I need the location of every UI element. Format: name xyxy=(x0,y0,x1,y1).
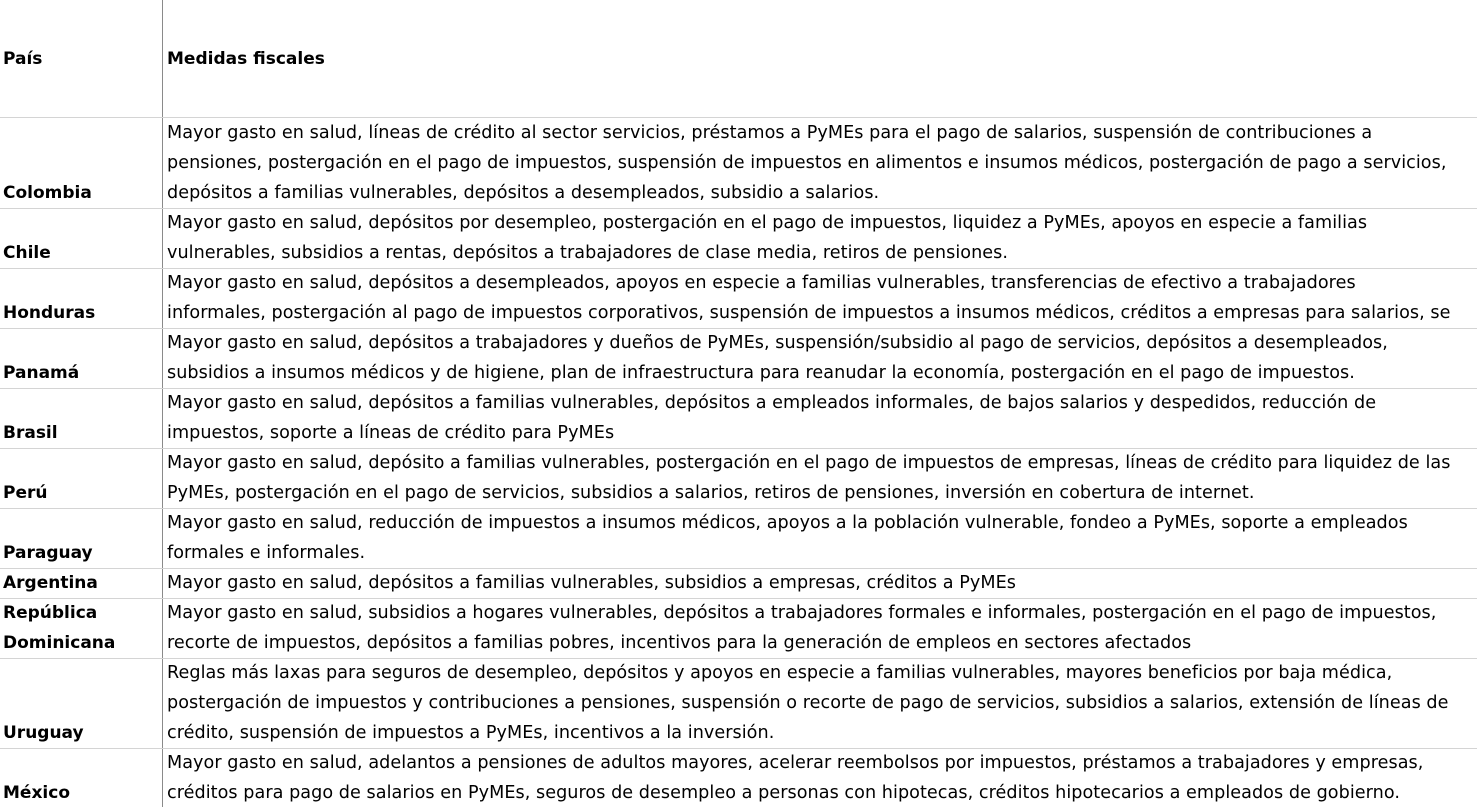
country-name: México xyxy=(3,783,70,803)
country-name: Honduras xyxy=(3,303,96,323)
table-row xyxy=(0,388,1477,448)
measures-cell xyxy=(167,748,1477,808)
country-cell xyxy=(3,178,92,208)
country-cell xyxy=(3,298,95,328)
country-cell xyxy=(3,418,58,448)
country-name: Brasil xyxy=(3,423,58,443)
measures-line: créditos para pago de salarios en PyMEs, seguros de desempleo a personas con hipotecas, créditos hipotecarios a empleados de gobierno. xyxy=(167,783,1400,803)
country-cell xyxy=(3,238,51,268)
measures-cell xyxy=(167,328,1477,388)
measures-line: Mayor gasto en salud, subsidios a hogares vulnerables, depósitos a trabajadores formales e informales, postergación en el pago de impuestos, xyxy=(167,603,1437,623)
table-row xyxy=(0,448,1477,508)
table-row xyxy=(0,208,1477,268)
measures-line: Mayor gasto en salud, depósitos por desempleo, postergación en el pago de impuestos, liquidez a PyMEs, apoyos en especie a familias xyxy=(167,213,1368,233)
table-row xyxy=(0,748,1477,808)
measures-cell xyxy=(167,268,1477,328)
country-name: Argentina xyxy=(3,573,98,593)
country-cell xyxy=(3,478,47,508)
measures-line: Mayor gasto en salud, depósitos a familias vulnerables, depósitos a empleados informales, de bajos salarios y despedidos, reducción de xyxy=(167,393,1377,413)
measures-cell xyxy=(167,568,1477,598)
country-name: Panamá xyxy=(3,363,80,383)
measures-line: pensiones, postergación en el pago de impuestos, suspensión de impuestos en alimentos e insumos médicos, postergación de pago a servicios, xyxy=(167,153,1447,173)
measures-line: subsidios a insumos médicos y de higiene, plan de infraestructura para reanudar la economía, postergación en el pago de impuestos. xyxy=(167,363,1355,383)
measures-cell xyxy=(167,508,1477,568)
table-row xyxy=(0,658,1477,748)
country-name: Colombia xyxy=(3,183,92,203)
country-cell xyxy=(3,778,70,808)
table-row xyxy=(0,508,1477,568)
country-cell xyxy=(3,358,79,388)
country-name: Chile xyxy=(3,243,51,263)
header-country: País xyxy=(3,49,43,69)
measures-line: Mayor gasto en salud, adelantos a pensiones de adultos mayores, acelerar reembolsos por impuestos, préstamos a trabajadores y empresas, xyxy=(167,753,1424,773)
measures-line: Mayor gasto en salud, depósito a familias vulnerables, postergación en el pago de impuestos de empresas, líneas de crédito para liquidez de las xyxy=(167,453,1451,473)
measures-line: PyMEs, postergación en el pago de servicios, subsidios a salarios, retiros de pensiones, inversión en cobertura de internet. xyxy=(167,483,1255,503)
measures-line: Reglas más laxas para seguros de desempleo, depósitos y apoyos en especie a familias vulnerables, mayores beneficios por baja médica, xyxy=(167,663,1393,683)
measures-cell xyxy=(167,658,1477,748)
measures-line: Mayor gasto en salud, depósitos a familias vulnerables, subsidios a empresas, créditos a PyMEs xyxy=(167,573,1016,593)
country-name: Dominicana xyxy=(3,633,116,653)
country-name: República xyxy=(3,603,98,623)
table-row xyxy=(0,328,1477,388)
table-row xyxy=(0,118,1477,208)
table-row xyxy=(0,268,1477,328)
measures-cell xyxy=(167,208,1477,268)
country-cell xyxy=(3,568,98,598)
measures-line: recorte de impuestos, depósitos a familias pobres, incentivos para la generación de empleos en sectores afectados xyxy=(167,633,1192,653)
country-name: Perú xyxy=(3,483,48,503)
country-cell xyxy=(3,538,93,568)
country-cell xyxy=(3,718,84,748)
measures-line: formales e informales. xyxy=(167,543,366,563)
measures-cell xyxy=(167,448,1477,508)
table-row xyxy=(0,568,1477,598)
measures-line: crédito, suspensión de impuestos a PyMEs, incentivos a la inversión. xyxy=(167,723,775,743)
measures-line: impuestos, soporte a líneas de crédito para PyMEs xyxy=(167,423,615,443)
measures-cell xyxy=(167,388,1477,448)
table-row xyxy=(0,598,1477,658)
measures-line: Mayor gasto en salud, reducción de impuestos a insumos médicos, apoyos a la población vulnerable, fondeo a PyMEs, soporte a empleados xyxy=(167,513,1408,533)
country-name: Paraguay xyxy=(3,543,93,563)
measures-cell xyxy=(167,598,1477,658)
measures-line: vulnerables, subsidios a rentas, depósitos a trabajadores de clase media, retiros de pensiones. xyxy=(167,243,1009,263)
measures-line: informales, postergación al pago de impuestos corporativos, suspensión de impuestos a insumos médicos, créditos a empresas para salarios, se xyxy=(167,303,1451,323)
country-cell xyxy=(3,598,115,658)
measures-line: Mayor gasto en salud, líneas de crédito al sector servicios, préstamos a PyMEs para el pago de salarios, suspensión de contribuciones a xyxy=(167,123,1373,143)
measures-line: depósitos a familias vulnerables, depósitos a desempleados, subsidio a salarios. xyxy=(167,183,880,203)
header-measures: Medidas fiscales xyxy=(167,49,325,69)
measures-line: Mayor gasto en salud, depósitos a trabajadores y dueños de PyMEs, suspensión/subsidio al pago de servicios, depósitos a desempleados, xyxy=(167,333,1388,353)
country-name: Uruguay xyxy=(3,723,84,743)
measures-cell xyxy=(167,118,1477,208)
measures-line: postergación de impuestos y contribuciones a pensiones, suspensión o recorte de pago de servicios, subsidios a salarios, extensión de líneas de xyxy=(167,693,1449,713)
measures-line: Mayor gasto en salud, depósitos a desempleados, apoyos en especie a familias vulnerables, transferencias de efectivo a trabajadores xyxy=(167,273,1356,293)
